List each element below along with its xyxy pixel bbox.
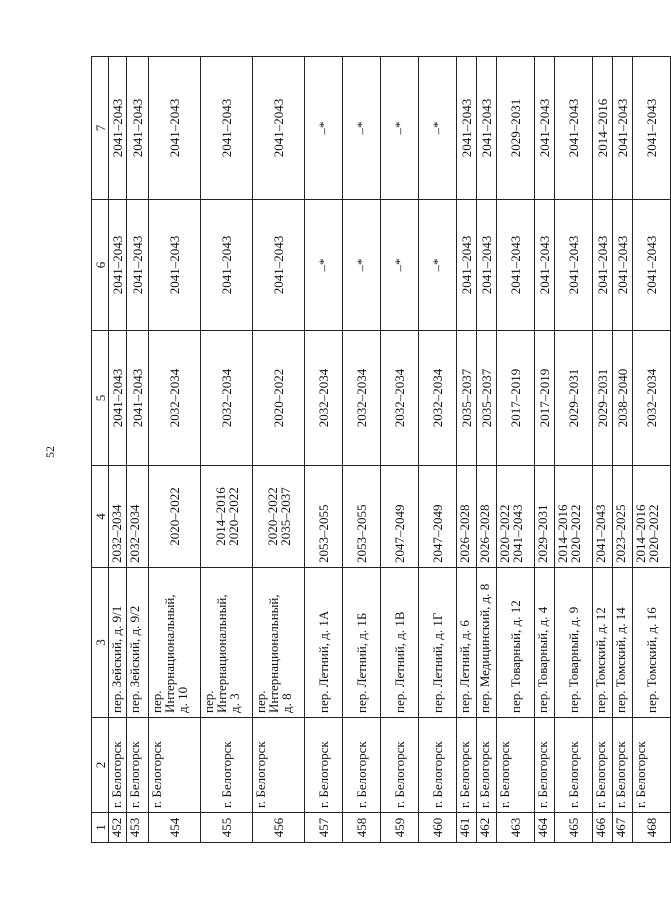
address-cell: пер. Товарный, д. 9 [555,568,593,718]
period-cell: 2026–2028 [457,466,477,568]
period-cell: 2020–2022 [253,331,305,466]
period-cell: –* [343,57,381,200]
period-cell: 2020–2022 2035–2037 [253,466,305,568]
period-cell: 2029–2031 [497,57,535,200]
period-cell: 2041–2043 [633,200,671,331]
period-cell: 2014–2016 2020–2022 [555,466,593,568]
table-row [477,57,497,843]
city-cell: г. Белогорск [253,718,305,813]
period-cell: 2029–2031 [593,331,613,466]
city-cell: г. Белогорск [633,718,671,813]
period-cell: 2041–2043 [477,200,497,331]
row-number: 457 [305,813,343,843]
address-cell: пер. Летний, д. 1А [305,568,343,718]
period-cell: –* [381,57,419,200]
period-cell: 2041–2043 [457,57,477,200]
period-cell: 2032–2034 [419,331,457,466]
table-row [555,57,593,843]
address-cell: пер. Летний, д. 1Г [419,568,457,718]
period-cell: 2032–2034 [305,331,343,466]
period-cell: 2020–2022 2041–2043 [497,466,535,568]
period-cell: 2041–2043 [127,57,149,200]
table-row [253,57,305,843]
period-cell: 2035–2037 [477,331,497,466]
table-row [381,57,419,843]
period-cell: –* [305,57,343,200]
period-cell: 2041–2043 [109,331,127,466]
period-cell: 2017–2019 [535,331,555,466]
period-cell: 2032–2034 [633,331,671,466]
period-cell: 2041–2043 [457,200,477,331]
city-cell: г. Белогорск [457,718,477,813]
period-cell: 2047–2049 [419,466,457,568]
period-cell: 2026–2028 [477,466,497,568]
period-cell: 2053–2055 [343,466,381,568]
address-cell: пер. Зейский, д. 9/1 [109,568,127,718]
period-cell: 2041–2043 [555,57,593,200]
period-cell: 2041–2043 [109,57,127,200]
table-row [613,57,633,843]
row-number: 461 [457,813,477,843]
period-cell: 2041–2043 [109,200,127,331]
row-number: 460 [419,813,457,843]
period-cell: 2041–2043 [127,331,149,466]
schedule-table [91,56,671,843]
city-cell: г. Белогорск [109,718,127,813]
period-cell: 2041–2043 [613,57,633,200]
period-cell: 2035–2037 [457,331,477,466]
period-cell: 2041–2043 [477,57,497,200]
period-cell: 2014–2016 [593,57,613,200]
period-cell: 2041–2043 [253,200,305,331]
table-row [593,57,613,843]
period-cell: 2017–2019 [497,331,535,466]
city-cell: г. Белогорск [477,718,497,813]
table-row [305,57,343,843]
city-cell: г. Белогорск [201,718,253,813]
period-cell: 2032–2034 [127,466,149,568]
header-cell: 2 [92,718,109,813]
period-cell: 2020–2022 [149,466,201,568]
period-cell: 2023–2025 [613,466,633,568]
row-number: 468 [633,813,671,843]
period-cell: 2053–2055 [305,466,343,568]
period-cell: 2032–2034 [381,331,419,466]
row-number: 467 [613,813,633,843]
period-cell: 2041–2043 [127,200,149,331]
table-row [201,57,253,843]
header-cell: 3 [92,568,109,718]
city-cell: г. Белогорск [419,718,457,813]
table-row [343,57,381,843]
period-cell: 2041–2043 [593,200,613,331]
period-cell: 2038–2040 [613,331,633,466]
period-cell: 2047–2049 [381,466,419,568]
table-row [633,57,671,843]
row-number: 465 [555,813,593,843]
city-cell: г. Белогорск [305,718,343,813]
address-cell: пер. Летний, д. 6 [457,568,477,718]
period-cell: 2014–2016 2020–2022 [201,466,253,568]
period-cell: 2041–2043 [555,200,593,331]
row-number: 466 [593,813,613,843]
period-cell: 2032–2034 [343,331,381,466]
city-cell: г. Белогорск [593,718,613,813]
address-cell: пер. Томский, д. 12 [593,568,613,718]
city-cell: г. Белогорск [613,718,633,813]
header-row [92,57,109,843]
header-cell: 7 [92,57,109,200]
city-cell: г. Белогорск [535,718,555,813]
header-cell: 6 [92,200,109,331]
address-cell: пер. Товарный, д. 4 [535,568,555,718]
page-number: 52 [43,446,57,458]
row-number: 464 [535,813,555,843]
period-cell: –* [419,200,457,331]
period-cell: 2041–2043 [633,57,671,200]
header-cell: 5 [92,331,109,466]
table-row [535,57,555,843]
period-cell: –* [381,200,419,331]
row-number: 452 [109,813,127,843]
header-cell: 1 [92,813,109,843]
period-cell: 2041–2043 [497,200,535,331]
address-cell: пер. Товарный, д. 12 [497,568,535,718]
period-cell: 2041–2043 [613,200,633,331]
row-number: 459 [381,813,419,843]
period-cell: 2041–2043 [149,200,201,331]
period-cell: 2041–2043 [149,57,201,200]
table-row [109,57,127,843]
address-cell: пер. Интернациональный, д. 3 [201,568,253,718]
period-cell: 2041–2043 [593,466,613,568]
table-row [419,57,457,843]
city-cell: г. Белогорск [149,718,201,813]
row-number: 456 [253,813,305,843]
address-cell: пер. Интернациональный, д. 8 [253,568,305,718]
table-row [127,57,149,843]
city-cell: г. Белогорск [343,718,381,813]
table-row [457,57,477,843]
period-cell: –* [419,57,457,200]
address-cell: пер. Интернациональный, д. 10 [149,568,201,718]
address-cell: пер. Зейский, д. 9/2 [127,568,149,718]
city-cell: г. Белогорск [127,718,149,813]
address-cell: пер. Томский, д. 16 [633,568,671,718]
table-row [149,57,201,843]
period-cell: 2041–2043 [535,200,555,331]
period-cell: 2014–2016 2020–2022 [633,466,671,568]
row-number: 454 [149,813,201,843]
row-number: 458 [343,813,381,843]
rotated-table-container [91,57,661,843]
city-cell: г. Белогорск [497,718,535,813]
period-cell: –* [343,200,381,331]
address-cell: пер. Летний, д. 1В [381,568,419,718]
period-cell: –* [305,200,343,331]
row-number: 463 [497,813,535,843]
table-row [497,57,535,843]
period-cell: 2029–2031 [535,466,555,568]
city-cell: г. Белогорск [555,718,593,813]
row-number: 455 [201,813,253,843]
row-number: 453 [127,813,149,843]
period-cell: 2041–2043 [201,200,253,331]
header-cell: 4 [92,466,109,568]
city-cell: г. Белогорск [381,718,419,813]
period-cell: 2041–2043 [201,57,253,200]
address-cell: пер. Томский, д. 14 [613,568,633,718]
period-cell: 2032–2034 [109,466,127,568]
period-cell: 2029–2031 [555,331,593,466]
period-cell: 2041–2043 [535,57,555,200]
period-cell: 2032–2034 [201,331,253,466]
period-cell: 2032–2034 [149,331,201,466]
period-cell: 2041–2043 [253,57,305,200]
address-cell: пер. Летний, д. 1Б [343,568,381,718]
address-cell: пер. Медицинский, д. 8 [477,568,497,718]
row-number: 462 [477,813,497,843]
